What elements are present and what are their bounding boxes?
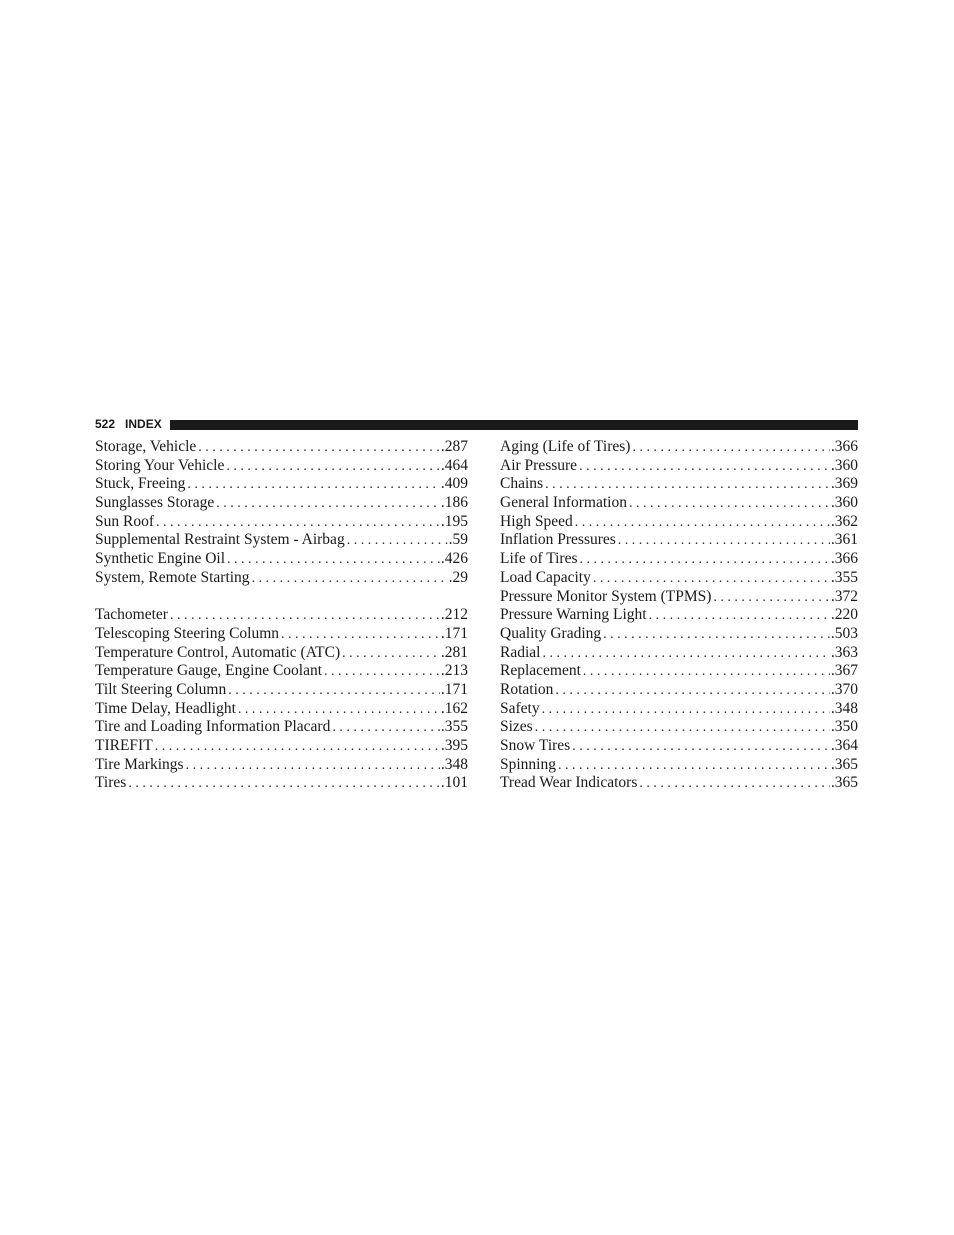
index-term: Time Delay, Headlight [95, 699, 236, 717]
index-term: Temperature Control, Automatic (ATC) [95, 643, 341, 661]
index-entry [95, 718, 468, 737]
dot-leader [187, 476, 439, 495]
dot-leader [603, 626, 830, 645]
index-entry [95, 457, 468, 476]
page-ref: .503 [830, 624, 858, 642]
index-entry [500, 457, 858, 476]
dot-leader [555, 682, 829, 701]
dot-leader [198, 439, 440, 458]
index-entry [500, 737, 858, 756]
dot-leader [281, 626, 440, 645]
index-entry [500, 774, 858, 793]
index-entry [95, 774, 468, 793]
index-entry [95, 737, 468, 756]
page-ref: .348 [830, 699, 858, 717]
dot-leader [238, 701, 440, 720]
dot-leader [170, 607, 440, 626]
index-term: Replacement [500, 662, 581, 680]
index-entry [95, 494, 468, 513]
index-entry [500, 531, 858, 550]
index-term: Air Pressure [500, 456, 578, 474]
index-entry [95, 531, 468, 550]
index-term: Tilt Steering Column [95, 680, 227, 698]
page-ref: .287 [440, 438, 468, 455]
dot-leader [649, 607, 830, 626]
dot-leader [583, 663, 830, 682]
page-ref: .350 [830, 718, 858, 736]
index-entry [500, 475, 858, 494]
page-ref: .360 [830, 456, 858, 474]
index-term: High Speed [500, 512, 573, 530]
page-ref: .365 [830, 774, 858, 792]
page-ref: .363 [830, 643, 858, 661]
dot-leader [558, 757, 830, 776]
index-entry [95, 700, 468, 719]
page-ref: .426 [440, 550, 468, 568]
dot-leader [593, 570, 830, 589]
index-entry [500, 513, 858, 532]
page-ref: .409 [440, 475, 468, 493]
index-entry [500, 438, 858, 457]
page-ref: .348 [440, 755, 468, 773]
page-ref: .355 [830, 568, 858, 586]
page-ref: .395 [440, 737, 468, 754]
index-entry [95, 681, 468, 700]
section-title: INDEX [125, 417, 162, 431]
index-entry [500, 494, 858, 513]
dot-leader [155, 738, 440, 757]
index-entry [95, 625, 468, 644]
dot-leader [228, 682, 440, 701]
page-ref: .29 [448, 568, 468, 586]
page-ref: .171 [440, 624, 468, 642]
index-term: Supplemental Restraint System - Airbag [95, 531, 345, 549]
page-ref: .355 [440, 718, 468, 736]
page-ref: .101 [440, 774, 468, 792]
dot-leader [575, 514, 830, 533]
page-ref: .213 [440, 662, 468, 680]
page-ref: .366 [830, 550, 858, 568]
index-entry [500, 756, 858, 775]
index-entry [95, 550, 468, 569]
index-term: TIREFIT [95, 737, 153, 754]
page-ref: .186 [440, 494, 468, 512]
index-entry [500, 550, 858, 569]
page-ref: .372 [830, 587, 858, 605]
page-ref: .361 [830, 531, 858, 549]
index-term: Tire and Loading Information Placard [95, 718, 331, 736]
dot-leader [572, 738, 830, 757]
index-entry [500, 625, 858, 644]
index-term: Snow Tires [500, 737, 571, 754]
header-rule [170, 420, 858, 430]
index-term: Synthetic Engine Oil [95, 550, 226, 568]
dot-leader [227, 551, 440, 570]
index-term: Pressure Warning Light [500, 606, 647, 624]
index-term: Tires [95, 774, 127, 792]
dot-leader [545, 476, 830, 495]
dot-leader [639, 775, 830, 794]
index-column-left [95, 438, 468, 793]
index-term: Tachometer [95, 606, 168, 624]
index-term: Tire Markings [95, 755, 184, 773]
page-ref: .464 [440, 456, 468, 474]
page-ref: .360 [830, 494, 858, 512]
dot-leader [186, 757, 440, 776]
dot-leader [629, 495, 830, 514]
dot-leader [216, 495, 440, 514]
dot-leader [347, 532, 448, 551]
dot-leader [226, 458, 440, 477]
index-term: Load Capacity [500, 568, 591, 586]
index-term: General Information [500, 494, 627, 512]
dot-leader [632, 439, 829, 458]
index-entry [95, 606, 468, 625]
dot-leader [342, 645, 440, 664]
dot-leader [618, 532, 830, 551]
dot-leader [713, 589, 829, 608]
page-ref: .162 [440, 699, 468, 717]
dot-leader [332, 719, 440, 738]
page-ref: .220 [830, 606, 858, 624]
index-entry [500, 606, 858, 625]
index-term: Telescoping Steering Column [95, 624, 280, 642]
page-ref: .195 [440, 512, 468, 530]
page-ref: .212 [440, 606, 468, 624]
index-term: Sunglasses Storage [95, 494, 215, 512]
group-spacer [95, 588, 468, 607]
index-term: Stuck, Freeing [95, 475, 186, 493]
page-ref: .364 [830, 737, 858, 754]
index-entry [95, 756, 468, 775]
index-term: Temperature Gauge, Engine Coolant [95, 662, 323, 680]
index-term: Rotation [500, 680, 554, 698]
page-ref: .365 [830, 755, 858, 773]
index-term: Radial [500, 643, 541, 661]
page-ref: .171 [440, 680, 468, 698]
index-term: System, Remote Starting [95, 568, 250, 586]
index-entry [95, 438, 468, 457]
index-column-right [500, 438, 858, 793]
index-term: Sizes [500, 718, 533, 736]
index-term: Safety [500, 699, 540, 717]
index-term: Life of Tires [500, 550, 578, 568]
page-ref: .366 [830, 438, 858, 455]
dot-leader [156, 514, 440, 533]
dot-leader [542, 701, 830, 720]
page-ref: .362 [830, 512, 858, 530]
page-ref: .281 [440, 643, 468, 661]
index-entry [500, 569, 858, 588]
index-entry [500, 681, 858, 700]
index-term: Quality Grading [500, 624, 602, 642]
dot-leader [579, 458, 830, 477]
page-ref: .367 [830, 662, 858, 680]
page-ref: .370 [830, 680, 858, 698]
page-ref: .59 [448, 531, 468, 549]
index-entry [500, 662, 858, 681]
dot-leader [324, 663, 440, 682]
index-term: Chains [500, 475, 544, 493]
page-number: 522 [95, 417, 116, 431]
index-term: Sun Roof [95, 512, 154, 530]
index-entry [500, 644, 858, 663]
dot-leader [252, 570, 448, 589]
index-entry [500, 700, 858, 719]
index-entry [500, 718, 858, 737]
page-header [95, 417, 858, 432]
index-entry [95, 569, 468, 588]
index-entry [500, 588, 858, 607]
dot-leader [535, 719, 830, 738]
page-ref: .369 [830, 475, 858, 493]
index-entry [95, 644, 468, 663]
index-term: Spinning [500, 755, 556, 773]
dot-leader [542, 645, 829, 664]
index-term: Inflation Pressures [500, 531, 616, 549]
index-term: Tread Wear Indicators [500, 774, 638, 792]
dot-leader [580, 551, 830, 570]
index-term: Pressure Monitor System (TPMS) [500, 587, 712, 605]
index-term: Storing Your Vehicle [95, 456, 225, 474]
index-term: Storage, Vehicle [95, 438, 197, 455]
index-entry [95, 662, 468, 681]
index-entry [95, 513, 468, 532]
index-entry [95, 475, 468, 494]
dot-leader [128, 775, 440, 794]
index-term: Aging (Life of Tires) [500, 438, 631, 455]
